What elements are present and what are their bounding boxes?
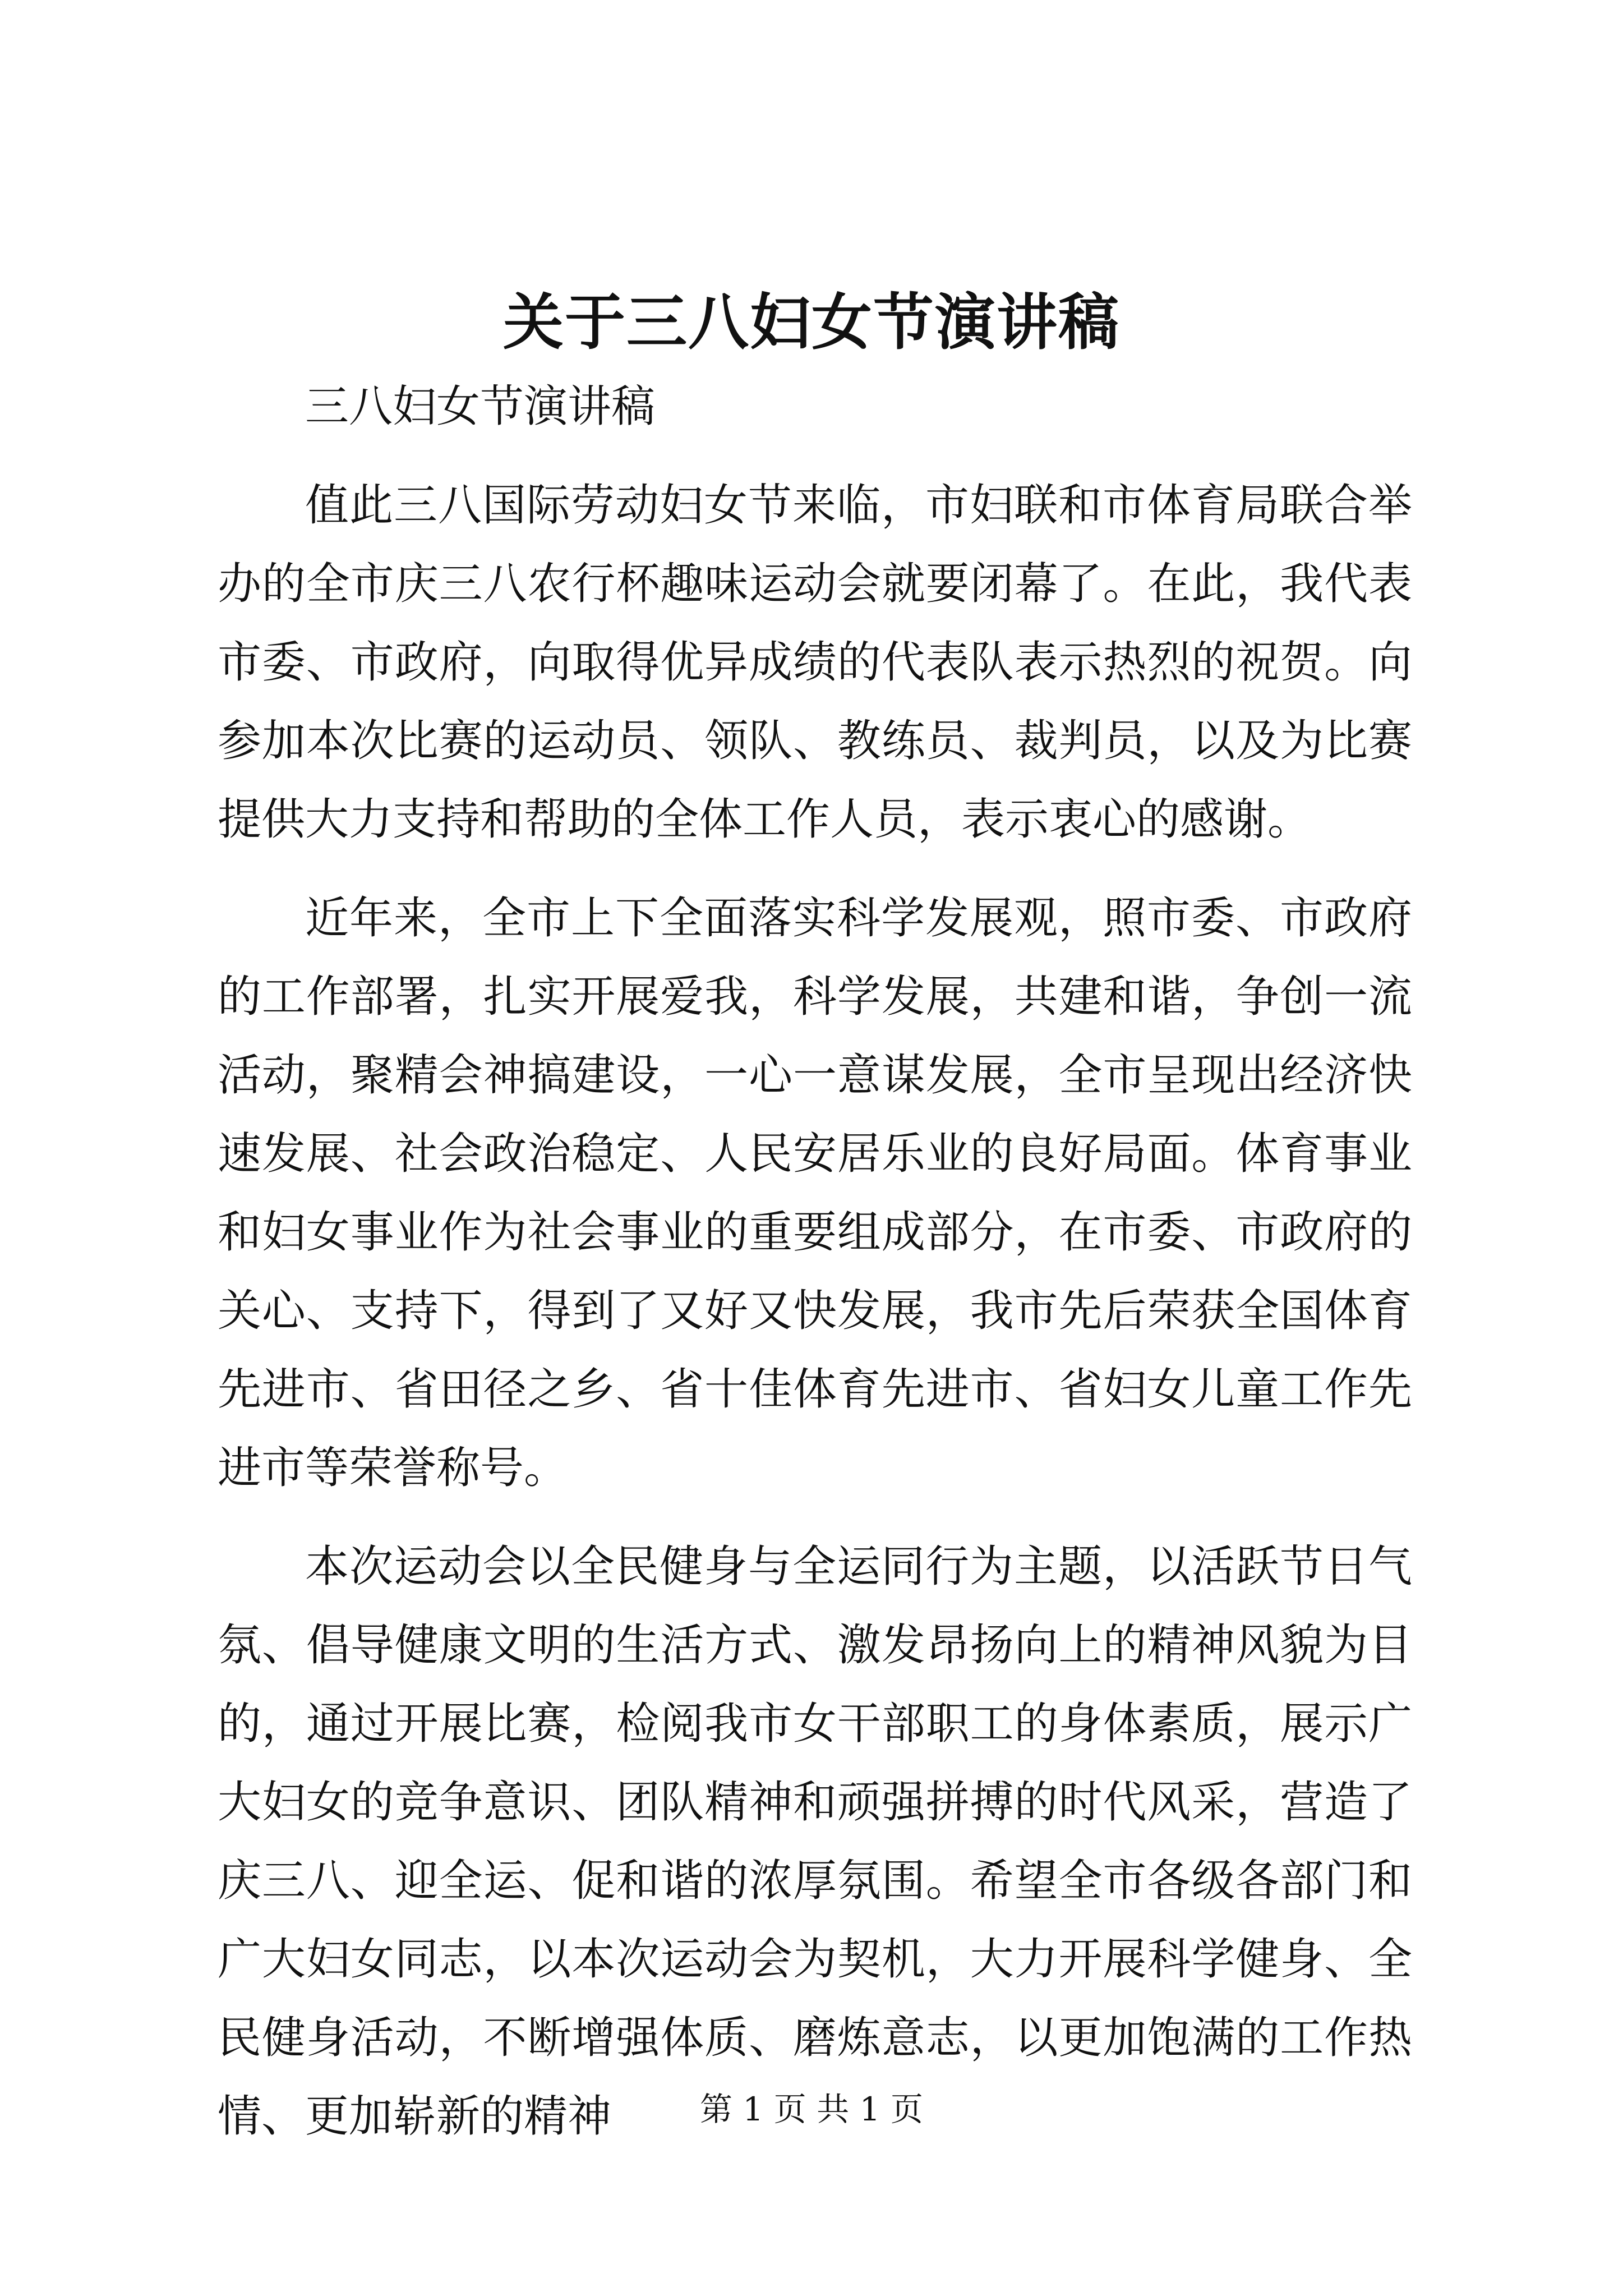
body-paragraph: 近年来，全市上下全面落实科学发展观，照市委、市政府的工作部署，扎实开展爱我，科学发展，共建和谐，争创一流活动，聚精会神搞建设，一心一意谋发展，全市呈现出经济快速发展、社会政治稳定、人民安居乐业的良好局面。体育事业和妇女事业作为社会事业的重要组成部分，在市委、市政府的关心、支持下，得到了又好又快发展，我市先后荣获全国体育先进市、省田径之乡、省十佳体育先进市、省妇女儿童工作先进市等荣誉称号。: [218, 893, 1412, 1493]
body-paragraph: 值此三八国际劳动妇女节来临，市妇联和市体育局联合举办的全市庆三八农行杯趣味运动会就要闭幕了。在此，我代表市委、市政府，向取得优异成绩的代表队表示热烈的祝贺。向参加本次比赛的运动员、领队、教练员、裁判员，以及为比赛提供大力支持和帮助的全体工作人员，表示衷心的感谢。: [218, 480, 1412, 845]
subtitle-paragraph: 三八妇女节演讲稿: [305, 381, 656, 432]
body-paragraph: 本次运动会以全民健身与全运同行为主题，以活跃节日气氛、倡导健康文明的生活方式、激发昂扬向上的精神风貌为目的，通过开展比赛，检阅我市女干部职工的身体素质，展示广大妇女的竞争意识、团队精神和顽强拼搏的时代风采，营造了庆三八、迎全运、促和谐的浓厚氛围。希望全市各级各部门和广大妇女同志，以本次运动会为契机，大力开展科学健身、全民健身活动，不断增强体质、磨炼意志，以更加饱满的工作热情、更加崭新的精神: [218, 1542, 1412, 2142]
page-number-footer: 第 1 页 共 1 页: [700, 2090, 923, 2128]
document-title: 关于三八妇女节演讲稿: [502, 287, 1120, 358]
document-body: [218, 367, 1412, 2156]
